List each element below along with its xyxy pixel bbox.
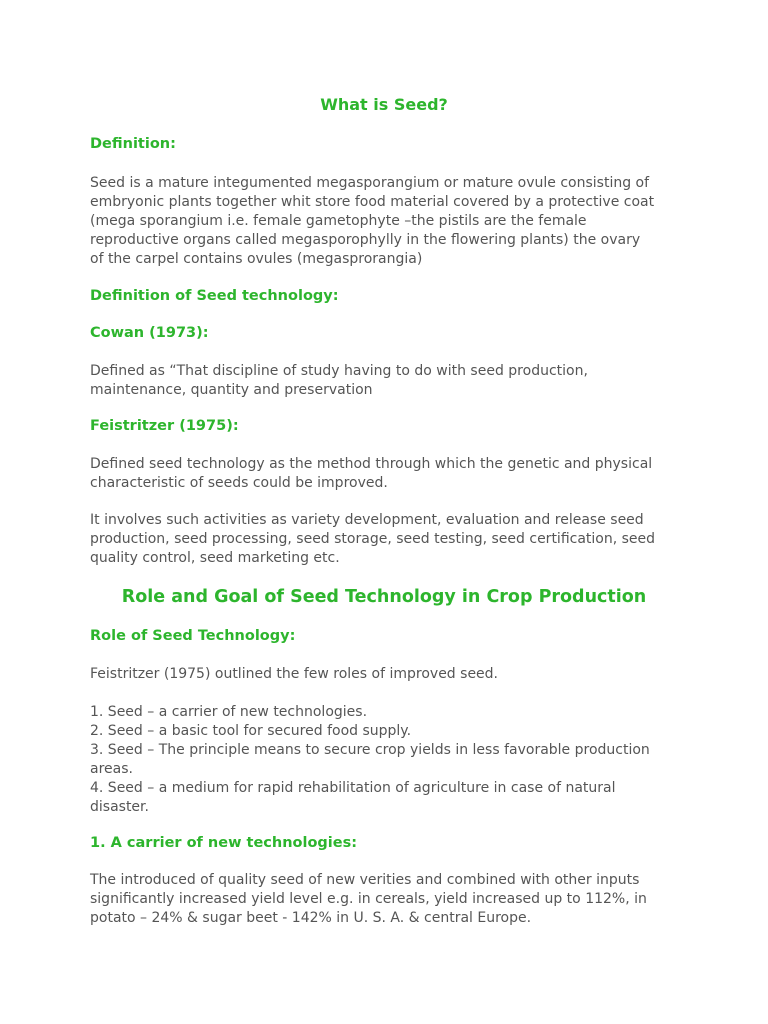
text-line: embryonic plants together whit store food material covered by a protective coat bbox=[90, 194, 655, 210]
carrier-paragraph bbox=[90, 871, 690, 928]
text-line: quality control, seed marketing etc. bbox=[90, 550, 340, 566]
list-item: areas. bbox=[90, 761, 133, 777]
list-item: 4. Seed – a medium for rapid rehabilitation of agriculture in case of natural bbox=[90, 780, 616, 796]
text-line: Feistritzer (1975) outlined the few roles of improved seed. bbox=[90, 666, 499, 682]
list-item: 1. Seed – a carrier of new technologies. bbox=[90, 704, 368, 720]
text-line: reproductive organs called megasporophylly in the flowering plants) the ovary bbox=[90, 232, 641, 248]
text-line: of the carpel contains ovules (megasprorangia) bbox=[90, 251, 423, 267]
cowan-paragraph bbox=[90, 362, 690, 400]
definition-paragraph bbox=[90, 174, 690, 269]
text-line: potato – 24% & sugar beet - 142% in U. S. A. & central Europe. bbox=[90, 910, 532, 926]
cowan-heading: Cowan (1973): bbox=[90, 325, 209, 341]
text-line: Seed is a mature integumented megasporangium or mature ovule consisting of bbox=[90, 175, 650, 191]
list-item: 3. Seed – The principle means to secure crop yields in less favorable production bbox=[90, 742, 650, 758]
text-line: production, seed processing, seed storage, seed testing, seed certification, seed bbox=[90, 531, 656, 547]
text-line: Defined as “That discipline of study having to do with seed production, bbox=[90, 363, 588, 379]
roles-list bbox=[90, 703, 690, 817]
text-line: Defined seed technology as the method through which the genetic and physical bbox=[90, 456, 653, 472]
carrier-heading: 1. A carrier of new technologies: bbox=[90, 835, 358, 851]
feistritzer-heading: Feistritzer (1975): bbox=[90, 418, 239, 434]
role-goal-title: Role and Goal of Seed Technology in Crop Production bbox=[121, 587, 647, 607]
page-title: What is Seed? bbox=[320, 95, 448, 114]
list-item: disaster. bbox=[90, 799, 149, 815]
role-intro-paragraph bbox=[90, 665, 690, 684]
text-line: It involves such activities as variety development, evaluation and release seed bbox=[90, 512, 644, 528]
text-line: characteristic of seeds could be improved. bbox=[90, 475, 388, 491]
feistritzer-paragraph bbox=[90, 455, 690, 493]
activities-paragraph bbox=[90, 511, 690, 568]
role-heading: Role of Seed Technology: bbox=[90, 628, 296, 644]
text-line: (mega sporangium i.e. female gametophyte –the pistils are the female bbox=[90, 213, 587, 229]
definition-heading: Definition: bbox=[90, 136, 176, 152]
list-item: 2. Seed – a basic tool for secured food supply. bbox=[90, 723, 412, 739]
text-line: maintenance, quantity and preservation bbox=[90, 382, 373, 398]
seed-technology-definition-heading: Definition of Seed technology: bbox=[90, 288, 339, 304]
text-line: significantly increased yield level e.g. in cereals, yield increased up to 112%, in bbox=[90, 891, 647, 907]
text-line: The introduced of quality seed of new verities and combined with other inputs bbox=[90, 872, 640, 888]
